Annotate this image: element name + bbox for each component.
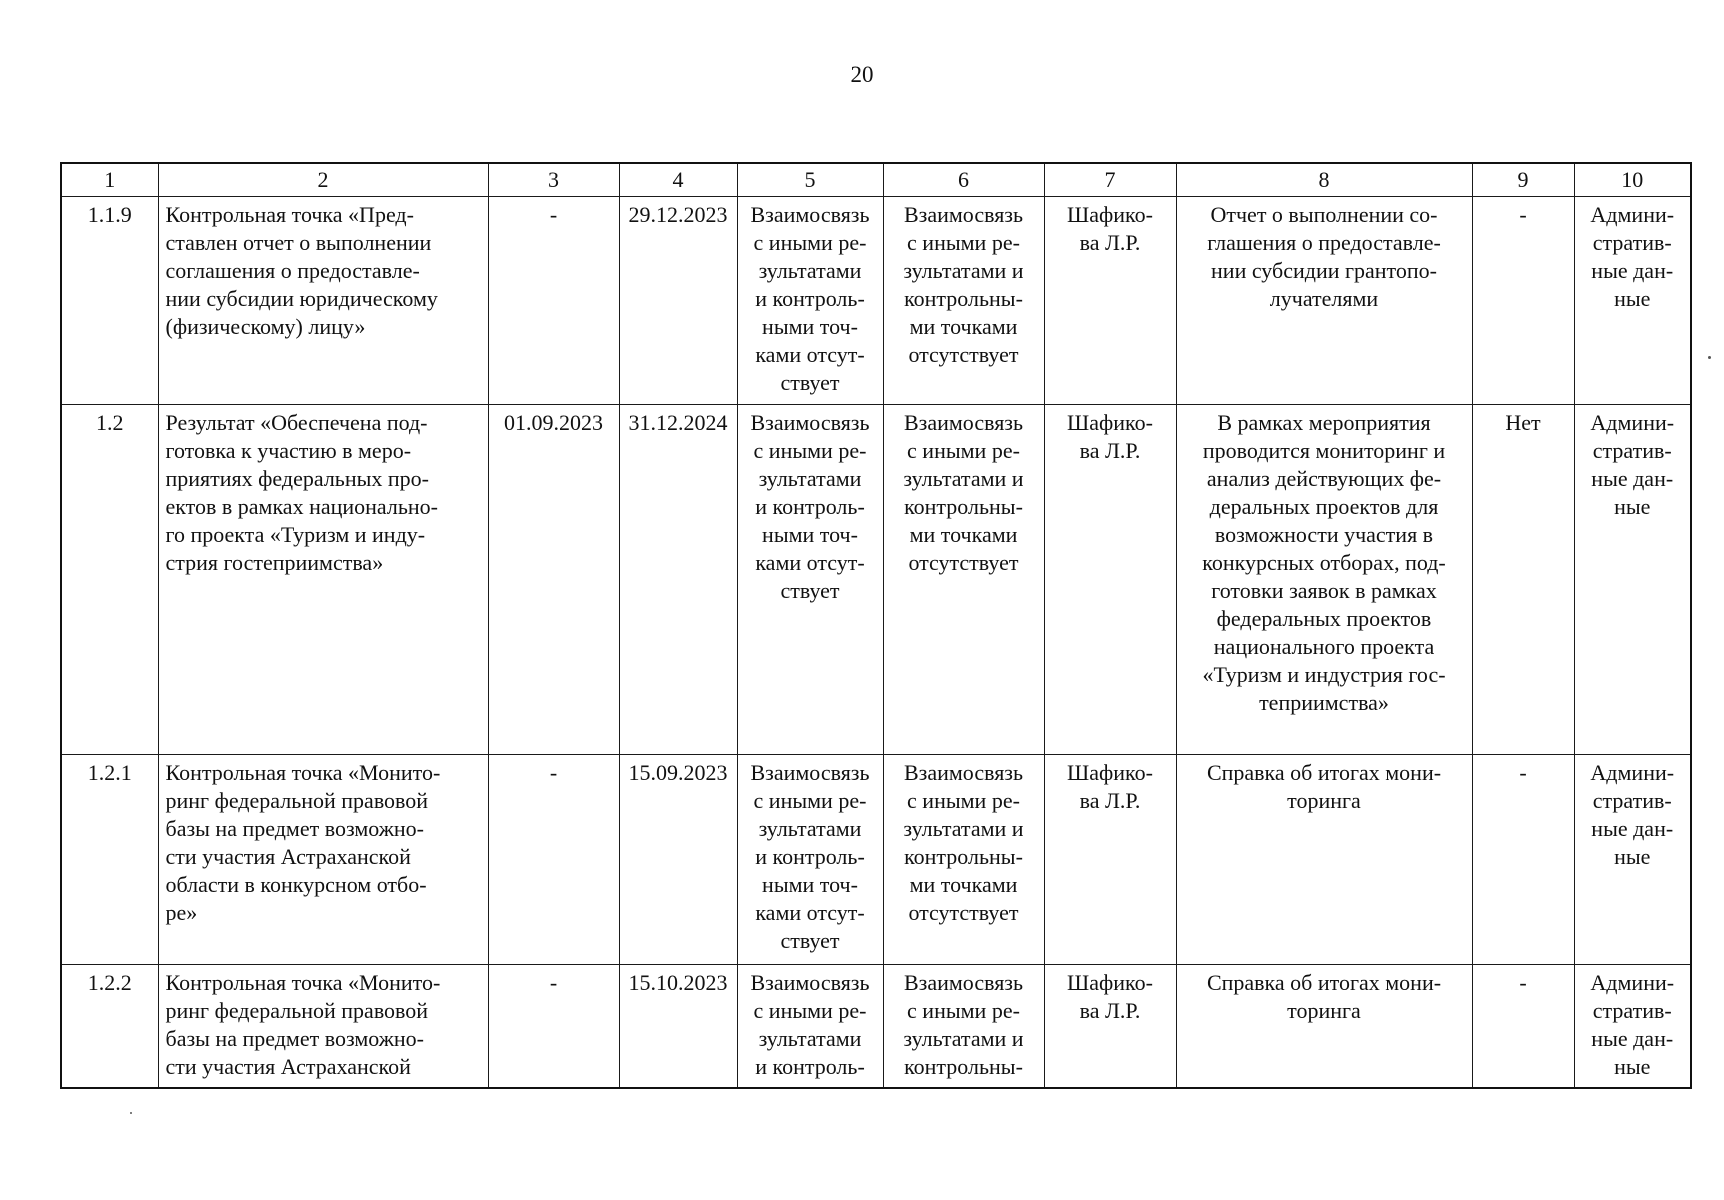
row-number: 1.2.1 [61,755,158,965]
row-number: 1.1.9 [61,197,158,405]
flag-cell: - [1472,197,1574,405]
column-header: 3 [488,163,619,197]
relation-cell: Взаимосвязь с иными ре- зультатами и контрольны- ми точками отсутствует [883,755,1044,965]
column-header: 7 [1044,163,1176,197]
responsible-person: Шафико- ва Л.Р. [1044,755,1176,965]
header-row [61,163,1691,197]
column-header: 10 [1574,163,1691,197]
responsible-person: Шафико- ва Л.Р. [1044,405,1176,755]
end-date: 15.09.2023 [619,755,737,965]
column-header: 9 [1472,163,1574,197]
row-number: 1.2.2 [61,965,158,1089]
scan-speck [1708,356,1711,359]
relation-cell: Взаимосвязь с иными ре- зультатами и контроль- ными точ- ками отсут- ствует [737,755,883,965]
start-date: - [488,755,619,965]
relation-cell: Взаимосвязь с иными ре- зультатами и контроль- ными точ- ками отсут- ствует [737,197,883,405]
data-source: Админи- стратив- ные дан- ные [1574,755,1691,965]
column-header: 4 [619,163,737,197]
table-row [61,965,1691,1089]
column-header: 1 [61,163,158,197]
relation-cell: Взаимосвязь с иными ре- зультатами и контроль- ными точ- ками отсут- ствует [737,405,883,755]
flag-cell: Нет [1472,405,1574,755]
column-header: 8 [1176,163,1472,197]
relation-cell: Взаимосвязь с иными ре- зультатами и контрольны- ми точками отсутствует [883,197,1044,405]
column-header: 2 [158,163,488,197]
start-date: - [488,965,619,1089]
flag-cell: - [1472,755,1574,965]
flag-cell: - [1472,965,1574,1089]
start-date: - [488,197,619,405]
table-row [61,405,1691,755]
page-number: 20 [850,62,874,87]
relation-cell: Взаимосвязь с иными ре- зультатами и контроль- [737,965,883,1089]
relation-cell: Взаимосвязь с иными ре- зультатами и контрольны- ми точками отсутствует [883,405,1044,755]
relation-cell: Взаимосвязь с иными ре- зультатами и контрольны- [883,965,1044,1089]
end-date: 31.12.2024 [619,405,737,755]
result-description: Отчет о выполнении со- глашения о предоставле- нии субсидии грантопо- лучателями [1176,197,1472,405]
responsible-person: Шафико- ва Л.Р. [1044,197,1176,405]
result-description: В рамках мероприятия проводится мониторинг и анализ действующих фе- деральных проектов для возможности участия в конкурсных отборах, под- готовки заявок в рамках федеральных проектов национального проекта «Туризм и индустрия гос- теприимства» [1176,405,1472,755]
item-name: Контрольная точка «Монито- ринг федеральной правовой базы на предмет возможно- сти участия Астраханской области в конкурсном отбо- ре» [158,755,488,965]
plan-table [60,162,1692,1089]
data-source: Админи- стратив- ные дан- ные [1574,197,1691,405]
column-header: 6 [883,163,1044,197]
result-description: Справка об итогах мони- торинга [1176,965,1472,1089]
result-description: Справка об итогах мони- торинга [1176,755,1472,965]
start-date: 01.09.2023 [488,405,619,755]
end-date: 29.12.2023 [619,197,737,405]
end-date: 15.10.2023 [619,965,737,1089]
responsible-person: Шафико- ва Л.Р. [1044,965,1176,1089]
item-name: Контрольная точка «Пред- ставлен отчет о выполнении соглашения о предоставле- нии субсидии юридическому (физическому) лицу» [158,197,488,405]
column-header: 5 [737,163,883,197]
data-source: Админи- стратив- ные дан- ные [1574,405,1691,755]
table-row [61,755,1691,965]
table-row [61,197,1691,405]
scan-speck [130,1112,132,1114]
item-name: Контрольная точка «Монито- ринг федеральной правовой базы на предмет возможно- сти участия Астраханской [158,965,488,1089]
row-number: 1.2 [61,405,158,755]
item-name: Результат «Обеспечена под- готовка к участию в меро- приятиях федеральных про- ектов в рамках национально- го проекта «Туризм и инду- стрия гостеприимства» [158,405,488,755]
data-source: Админи- стратив- ные дан- ные [1574,965,1691,1089]
